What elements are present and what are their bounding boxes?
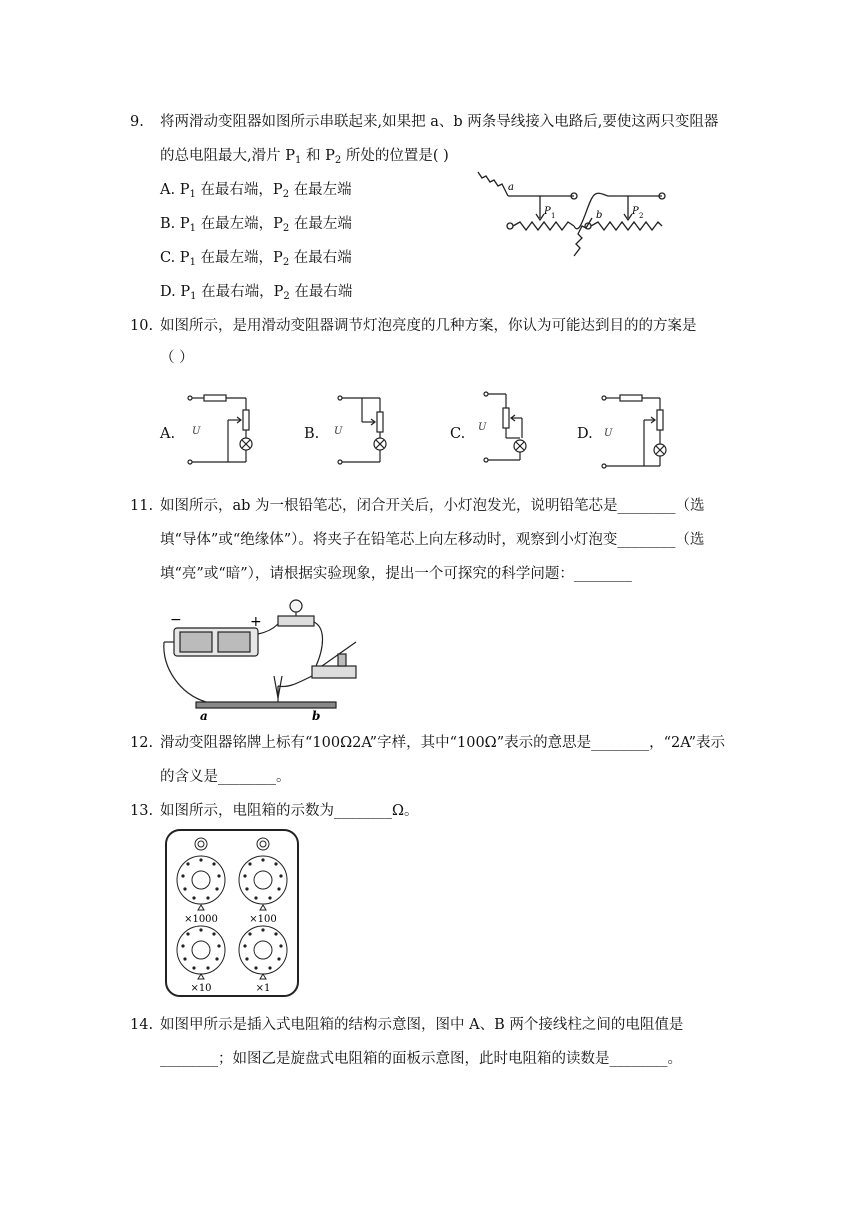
q13-resistance-box-figure <box>164 828 300 1000</box>
q11-line1: 如图所示，ab 为一根铅笔芯，闭合开关后，小灯泡发光，说明铅笔芯是________（选 <box>160 498 705 514</box>
q11-line3: 填“亮”或“暗”），请根据实验现象，提出一个可探究的科学问题：________ <box>160 566 632 582</box>
q9-option-d: D. $P_1$ 在最右端，$P_2$ 在最右端 <box>160 284 353 302</box>
q10-a-voltage-label: U <box>192 426 201 437</box>
q13-dial-label-10: ×10 <box>190 983 212 994</box>
q11-plus-label: + <box>250 614 262 630</box>
q10-b-voltage-label: U <box>334 426 343 437</box>
q12-line2: 的含义是________。 <box>160 769 291 785</box>
q11-number: 11. <box>130 498 154 514</box>
q9-option-c: C. $P_1$ 在最左端，$P_2$ 在最右端 <box>160 250 352 268</box>
q10-circuit-c <box>474 388 544 468</box>
q10-option-c-label: C. <box>450 426 466 442</box>
q11-label-b: b <box>312 709 321 722</box>
q9-label-p2: P <box>632 206 639 217</box>
q11-label-a: a <box>200 709 208 722</box>
q9-option-b: B. $P_1$ 在最左端，$P_2$ 在最左端 <box>160 216 352 234</box>
q11-minus-label: − <box>170 612 182 628</box>
q9-line1: 将两滑动变阻器如图所示串联起来,如果把 a、b 两条导线接入电路后,要使这两只变阻器 <box>160 114 719 130</box>
q10-line1: 如图所示，是用滑动变阻器调节灯泡亮度的几种方案，你认为可能达到目的的方案是 <box>160 318 697 334</box>
q9-label-a: a <box>508 182 514 193</box>
q13-line1: 如图所示，电阻箱的示数为________Ω。 <box>160 803 419 819</box>
q14-line1: 如图甲所示是插入式电阻箱的结构示意图，图中 A、B 两个接线柱之间的电阻值是 <box>160 1017 684 1033</box>
q13-number: 13. <box>130 803 154 819</box>
q10-number: 10. <box>130 318 154 334</box>
q12-number: 12. <box>130 735 154 751</box>
q10-option-b-label: B. <box>304 426 320 442</box>
q13-dial-label-1: ×1 <box>255 983 271 994</box>
q9-rheostat-figure <box>470 168 670 260</box>
q14-number: 14. <box>130 1017 154 1033</box>
q14-line2: ________；如图乙是旋盘式电阻箱的面板示意图，此时电阻箱的读数是________。 <box>160 1051 682 1067</box>
q9-option-a: A. $P_1$ 在最右端，$P_2$ 在最左端 <box>160 182 352 200</box>
q10-circuit-d <box>600 392 680 472</box>
q9-label-p2-sub: 2 <box>639 212 644 220</box>
q10-c-voltage-label: U <box>478 422 487 433</box>
q11-line2: 填“导体”或“绝缘体”）。将夹子在铅笔芯上向左移动时，观察到小灯泡变________（选 <box>160 532 705 548</box>
q10-option-a-label: A. <box>160 426 176 442</box>
q13-dial-label-100: ×100 <box>249 914 277 925</box>
q9-label-b: b <box>596 210 603 221</box>
q13-dial-label-1000: ×1000 <box>184 914 218 925</box>
q9-label-p1: P <box>544 206 551 217</box>
q10-option-d-label: D. <box>577 426 593 442</box>
q9-line2: 的总电阻最大,滑片 $P_1$ 和 $P_2$ 所处的位置是( ) <box>160 148 449 166</box>
q10-d-voltage-label: U <box>604 428 613 439</box>
q10-circuit-b <box>328 392 408 472</box>
q9-number: 9. <box>130 114 144 130</box>
q12-line1: 滑动变阻器铭牌上标有“100Ω2A”字样，其中“100Ω”表示的意思是________，“2A”表示 <box>160 735 726 751</box>
q10-circuit-a <box>184 392 264 472</box>
q9-label-p1-sub: 1 <box>551 212 556 220</box>
q11-pencil-lead-circuit-figure <box>160 598 370 722</box>
q10-line2: （ ） <box>160 350 194 366</box>
